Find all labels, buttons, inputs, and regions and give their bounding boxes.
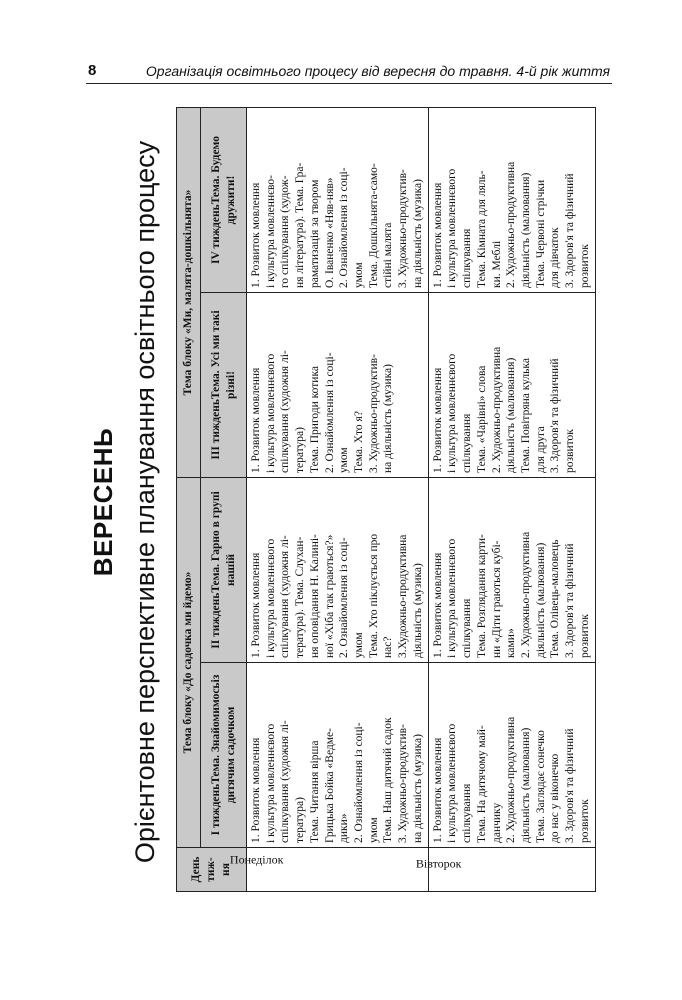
week-theme-line: Тема. Усі ми такі різні! [209, 310, 237, 400]
activity-line: діяльність (малювання) [505, 357, 518, 473]
activity-line: Тема. Хто я? [353, 411, 366, 473]
page-number: 8 [88, 62, 97, 79]
activity-line: ної «Хіба так граються?» [323, 534, 336, 658]
activity-line: 2. Художньо-продуктивна [490, 346, 503, 473]
activity-cell [247, 478, 429, 663]
activity-line: раматизація за твором [308, 179, 321, 288]
day-name-cell [415, 848, 595, 892]
activity-line: 3. Здоров'я та фізичний [564, 543, 577, 658]
activity-line: діяльність (малювання) [534, 542, 547, 658]
day-name: Понеділок [229, 852, 284, 867]
activity-line: ками» [505, 628, 518, 658]
activity-line: 3. Здоров'я та фізичний [549, 358, 562, 473]
activity-line: діяльність (малювання) [519, 727, 532, 843]
activity-line: нас? [382, 636, 395, 658]
activity-line: 1. Розвиток мовлення [250, 182, 262, 288]
rotated-page-content [84, 102, 609, 902]
activity-line: Тема. «Чарівні» слова [475, 365, 488, 473]
activity-line: ня література). Тема. Гра- [294, 162, 307, 288]
activity-line: Тема. Дошкільнята-само- [367, 163, 380, 288]
activity-line: і культура мовленнєвого [446, 353, 459, 473]
activity-line: 1. Розвиток мовлення [250, 737, 262, 843]
week-theme-line: із дитячим садочком [209, 674, 237, 804]
activity-line: 2. Художньо-продуктивна [519, 531, 532, 658]
activity-line: Тема. Хто піклується про [367, 533, 380, 658]
activity-line: умом [353, 262, 366, 288]
activity-cell [247, 293, 429, 478]
activity-line: і культура мовленнєвого [264, 723, 277, 843]
activity-line: О. Іваненко «Няв-няв» [323, 177, 336, 288]
activity-cell [428, 478, 595, 663]
activity-line: Тема. Олівець-маловець [549, 539, 562, 658]
day-header-line: День [190, 856, 203, 883]
activity-line: спілкування (художня лі- [279, 535, 292, 658]
activity-line: ки. Меблі [490, 240, 503, 288]
activity-line: Тема. Червоні стрічки [534, 179, 547, 288]
week-number: І тиждень [209, 783, 222, 836]
activity-cell [428, 293, 595, 478]
activity-line: і культура мовленнєвого [264, 538, 277, 658]
activity-line: на діяльність (музика) [382, 364, 395, 473]
activity-line: для дівчаток [549, 227, 562, 288]
activity-line: 2. Художньо-продуктивна [505, 716, 518, 843]
activity-cell [247, 663, 429, 848]
table-row [428, 108, 595, 892]
block-theme-1: Тема блоку «До садочка ми йдемо» [177, 478, 201, 848]
activity-line: Тема. Заглядає сонечко [534, 730, 547, 843]
activity-line: 2. Ознайомлення із соці- [338, 537, 351, 658]
month-title: ВЕРЕСЕНЬ [88, 427, 118, 577]
week-theme-line: Тема. Будемо дружити! [209, 136, 237, 225]
activity-line: умом [353, 632, 366, 658]
activity-line: данчику [490, 802, 503, 843]
activity-cell [428, 108, 595, 293]
activity-line: 1. Розвиток мовлення [431, 552, 444, 658]
activity-line: і культура мовленнєвого [446, 168, 459, 288]
week-theme-line: Тема. Знайомимось [209, 682, 222, 784]
activity-line: спілкування (художня лі- [279, 350, 292, 473]
week-number: ІІІ тиждень [209, 399, 222, 460]
header-rule [86, 83, 612, 84]
activity-line: 3. Художньо-продуктив- [367, 354, 380, 473]
week-number: ІІ тиждень [209, 592, 222, 649]
activity-line: і культура мовленнєво- [264, 175, 277, 288]
block-theme-2: Тема блоку «Ми, малята-дошкільнята» [177, 108, 201, 478]
week-header [201, 478, 247, 663]
activity-line: Тема. Наш дитячий садок [382, 717, 395, 843]
activity-line: розвиток [578, 799, 591, 843]
activity-line: го спілкування (худож- [279, 175, 292, 288]
activity-line: тература). Тема. Слухан- [294, 536, 307, 658]
activity-line: 2. Художньо-продуктивна [505, 161, 518, 288]
activity-line: спілкування (художня лі- [279, 720, 292, 843]
activity-line: 3. Здоров'я та фізичний [564, 728, 577, 843]
activity-line: розвиток [564, 429, 577, 473]
activity-line: і культура мовленнєвого [446, 538, 459, 658]
activity-line: 1. Розвиток мовлення [431, 737, 444, 843]
week-header [201, 293, 247, 478]
activity-line: стійні малята [382, 222, 395, 288]
activity-line: 1. Розвиток мовлення [431, 182, 444, 288]
activity-line: умом [338, 447, 351, 473]
activity-line: діяльність (музика) [411, 563, 424, 658]
week-header [201, 108, 247, 293]
activity-line: 1. Розвиток мовлення [431, 367, 444, 473]
running-header-title: Організація освітнього процесу від вересня до травня. 4-й рік життя [145, 63, 610, 79]
activity-line: Тема. На дитячому май- [475, 725, 488, 843]
activity-line: 2. Ознайомлення із соці- [338, 167, 351, 288]
activity-cell [247, 108, 429, 293]
week-number: IV тиждень [209, 204, 222, 264]
activity-line: на діяльність (музика) [411, 179, 424, 288]
day-header-line: ня [219, 863, 232, 876]
planning-table [176, 107, 596, 892]
day-name: Вівторок [415, 856, 462, 871]
activity-line: 1. Розвиток мовлення [250, 367, 262, 473]
activity-line: діяльність (малювання) [519, 172, 532, 288]
activity-line: розвиток [578, 244, 591, 288]
activity-line: спілкування [461, 228, 474, 288]
activity-line: умом [367, 817, 380, 843]
activity-line: 2. Ознайомлення із соці- [353, 722, 366, 843]
activity-line: Тема. Читання вірша [308, 740, 321, 843]
activity-line: тература) [294, 427, 307, 473]
activity-line: Грицька Бойка «Ведме- [323, 728, 336, 843]
week-theme-line: Тема. Гарно в групі нашій [209, 491, 237, 593]
week-header [201, 663, 247, 848]
activity-line: до нас у віконечко [549, 753, 562, 843]
activity-line: Тема. Пригоди котика [308, 366, 321, 473]
activity-cell [428, 663, 595, 848]
activity-line: 3.Художньо-продуктивна [397, 534, 410, 658]
activity-line: розвиток [578, 614, 591, 658]
activity-line: Тема. Кімната для ляль- [475, 170, 488, 288]
activity-line: Тема. Розглядання карти- [475, 534, 488, 658]
activity-line: спілкування [461, 783, 474, 843]
table-row [247, 108, 429, 892]
activity-line: 2. Ознайомлення із соці- [323, 352, 336, 473]
activity-line: 3. Художньо-продуктив- [397, 169, 410, 288]
activity-line: і культура мовленнєвого [446, 723, 459, 843]
activity-line: 3. Художньо-продуктив- [397, 724, 410, 843]
day-name-cell [229, 848, 429, 892]
planning-subtitle: Орієнтовне перспективне планування освітнього процесу [130, 140, 160, 864]
activity-line: дики» [338, 813, 351, 843]
activity-line: 1. Розвиток мовлення [250, 552, 262, 658]
activity-line: для друга [534, 426, 547, 473]
activity-line: тература) [294, 797, 307, 843]
day-header-line: тиж- [205, 857, 218, 882]
activity-line: ня оповідання Н. Калині- [308, 534, 321, 658]
activity-line: 3. Здоров'я та фізичний [564, 173, 577, 288]
activity-line: на діяльність (музика) [411, 734, 424, 843]
activity-line: Тема. Повітряна кулька [519, 358, 532, 473]
activity-line: спілкування [461, 598, 474, 658]
activity-line: і культура мовленнєвого [264, 353, 277, 473]
activity-line: спілкування [461, 413, 474, 473]
activity-line: ни «Діти граються кубі- [490, 540, 503, 658]
